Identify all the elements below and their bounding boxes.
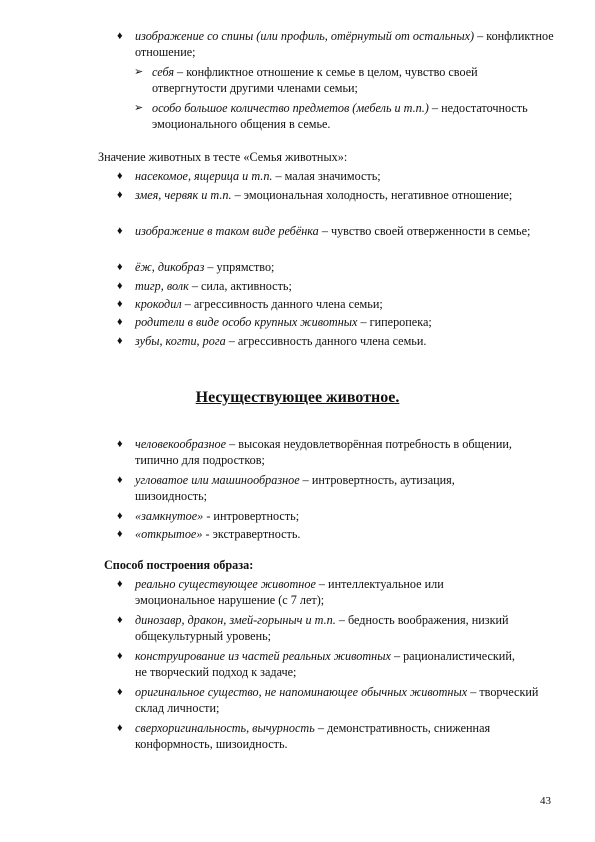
list-item xyxy=(117,314,575,330)
item-emphasis: сверхоригинальность, вычурность xyxy=(135,721,315,735)
item-text: – недостаточность эмоционального общения в семье. xyxy=(152,101,528,131)
list-item xyxy=(134,100,552,132)
list-item xyxy=(117,684,540,716)
item-text: – эмоциональная холодность, негативное отношение; xyxy=(231,188,513,202)
diamond-bullet-icon: ♦ xyxy=(117,225,123,237)
item-text: – рационалистический, не творческий подход к задаче; xyxy=(135,649,515,679)
list-item xyxy=(117,472,515,504)
item-emphasis: себя xyxy=(152,65,174,79)
list-item xyxy=(117,612,530,644)
diamond-bullet-icon: ♦ xyxy=(117,335,123,347)
item-emphasis: «открытое» xyxy=(135,527,203,541)
list-item xyxy=(117,436,515,468)
item-emphasis: насекомое, ящерица и т.п. xyxy=(135,169,273,183)
item-emphasis: динозавр, дракон, змей-горыныч и т.п. xyxy=(135,613,336,627)
list-item xyxy=(134,64,532,96)
item-text: – упрямство; xyxy=(204,260,275,274)
item-emphasis: родители в виде особо крупных животных xyxy=(135,315,358,329)
item-text: – демонстративность, сниженная конформность, шизоидность. xyxy=(135,721,491,751)
diamond-bullet-icon: ♦ xyxy=(117,438,123,450)
item-text: - интровертность; xyxy=(203,509,300,523)
diamond-bullet-icon: ♦ xyxy=(117,189,123,201)
item-emphasis: тигр, волк xyxy=(135,279,189,293)
diamond-bullet-icon: ♦ xyxy=(117,298,123,310)
diamond-bullet-icon: ♦ xyxy=(117,261,123,273)
item-emphasis: изображение в таком виде ребёнка xyxy=(135,224,319,238)
item-emphasis: человекообразное xyxy=(135,437,227,451)
item-text: – чувство своей отверженности в семье; xyxy=(318,224,531,238)
item-text: – агрессивность данного члена семьи. xyxy=(225,334,427,348)
item-emphasis: крокодил xyxy=(135,297,182,311)
diamond-bullet-icon: ♦ xyxy=(117,316,123,328)
item-text: – интеллектуальное или эмоциональное нарушение (с 7 лет); xyxy=(135,577,444,607)
item-emphasis: оригинальное существо, не напоминающее обычных животных xyxy=(135,685,468,699)
item-emphasis: особо большое количество предметов (мебель и т.п.) xyxy=(152,101,429,115)
diamond-bullet-icon: ♦ xyxy=(117,528,123,540)
item-text: – агрессивность данного члена семьи; xyxy=(181,297,383,311)
diamond-bullet-icon: ♦ xyxy=(117,650,123,662)
page-title: Несуществующее животное. xyxy=(195,389,400,406)
list-item xyxy=(117,648,515,680)
section-heading: Значение животных в тесте «Семья животных»: xyxy=(98,150,348,164)
item-emphasis: змея, червяк и т.п. xyxy=(135,188,232,202)
list-item xyxy=(117,28,575,60)
item-emphasis: зубы, когти, рога xyxy=(135,334,226,348)
list-item xyxy=(117,296,575,312)
diamond-bullet-icon: ♦ xyxy=(117,474,123,486)
diamond-bullet-icon: ♦ xyxy=(117,170,123,182)
item-emphasis: угловатое или машинообразное xyxy=(135,473,300,487)
item-text: – интровертность, аутизация, шизоидность; xyxy=(135,473,455,503)
item-text: – сила, активность; xyxy=(188,279,292,293)
diamond-bullet-icon: ♦ xyxy=(117,510,123,522)
list-item xyxy=(117,576,505,608)
item-text: – творческий склад личности; xyxy=(135,685,539,715)
list-item xyxy=(117,278,575,294)
item-text: – высокая неудовлетворённая потребность в общении, типично для подростков; xyxy=(135,437,512,467)
list-item xyxy=(117,223,565,239)
item-emphasis: «замкнутое» xyxy=(135,509,204,523)
item-text: – малая значимость; xyxy=(272,169,381,183)
list-item xyxy=(117,259,575,275)
arrow-bullet-icon: ➢ xyxy=(134,66,144,78)
item-text: – бедность воображения, низкий общекультурный уровень; xyxy=(135,613,509,643)
list-item xyxy=(117,187,515,203)
diamond-bullet-icon: ♦ xyxy=(117,614,123,626)
diamond-bullet-icon: ♦ xyxy=(117,722,123,734)
diamond-bullet-icon: ♦ xyxy=(117,280,123,292)
item-text: – гиперопека; xyxy=(357,315,432,329)
item-emphasis: реально существующее животное xyxy=(135,577,316,591)
item-text: - экстравертность. xyxy=(202,527,301,541)
item-text: – конфликтное отношение к семье в целом, чувство своей отвергнутости другими членами семьи; xyxy=(152,65,478,95)
list-item xyxy=(117,526,575,542)
section-heading: Способ построения образа: xyxy=(104,558,254,572)
list-item xyxy=(117,168,575,184)
list-item xyxy=(117,333,575,349)
page-number: 43 xyxy=(540,795,551,807)
item-emphasis: изображение со спины (или профиль, отёрнутый от остальных) xyxy=(135,29,475,43)
diamond-bullet-icon: ♦ xyxy=(117,30,123,42)
item-emphasis: ёж, дикобраз xyxy=(135,260,205,274)
list-item xyxy=(117,508,575,524)
diamond-bullet-icon: ♦ xyxy=(117,578,123,590)
list-item xyxy=(117,720,545,752)
arrow-bullet-icon: ➢ xyxy=(134,102,144,114)
item-text: – конфликтное отношение; xyxy=(135,29,554,59)
diamond-bullet-icon: ♦ xyxy=(117,686,123,698)
item-emphasis: конструирование из частей реальных животных xyxy=(135,649,391,663)
